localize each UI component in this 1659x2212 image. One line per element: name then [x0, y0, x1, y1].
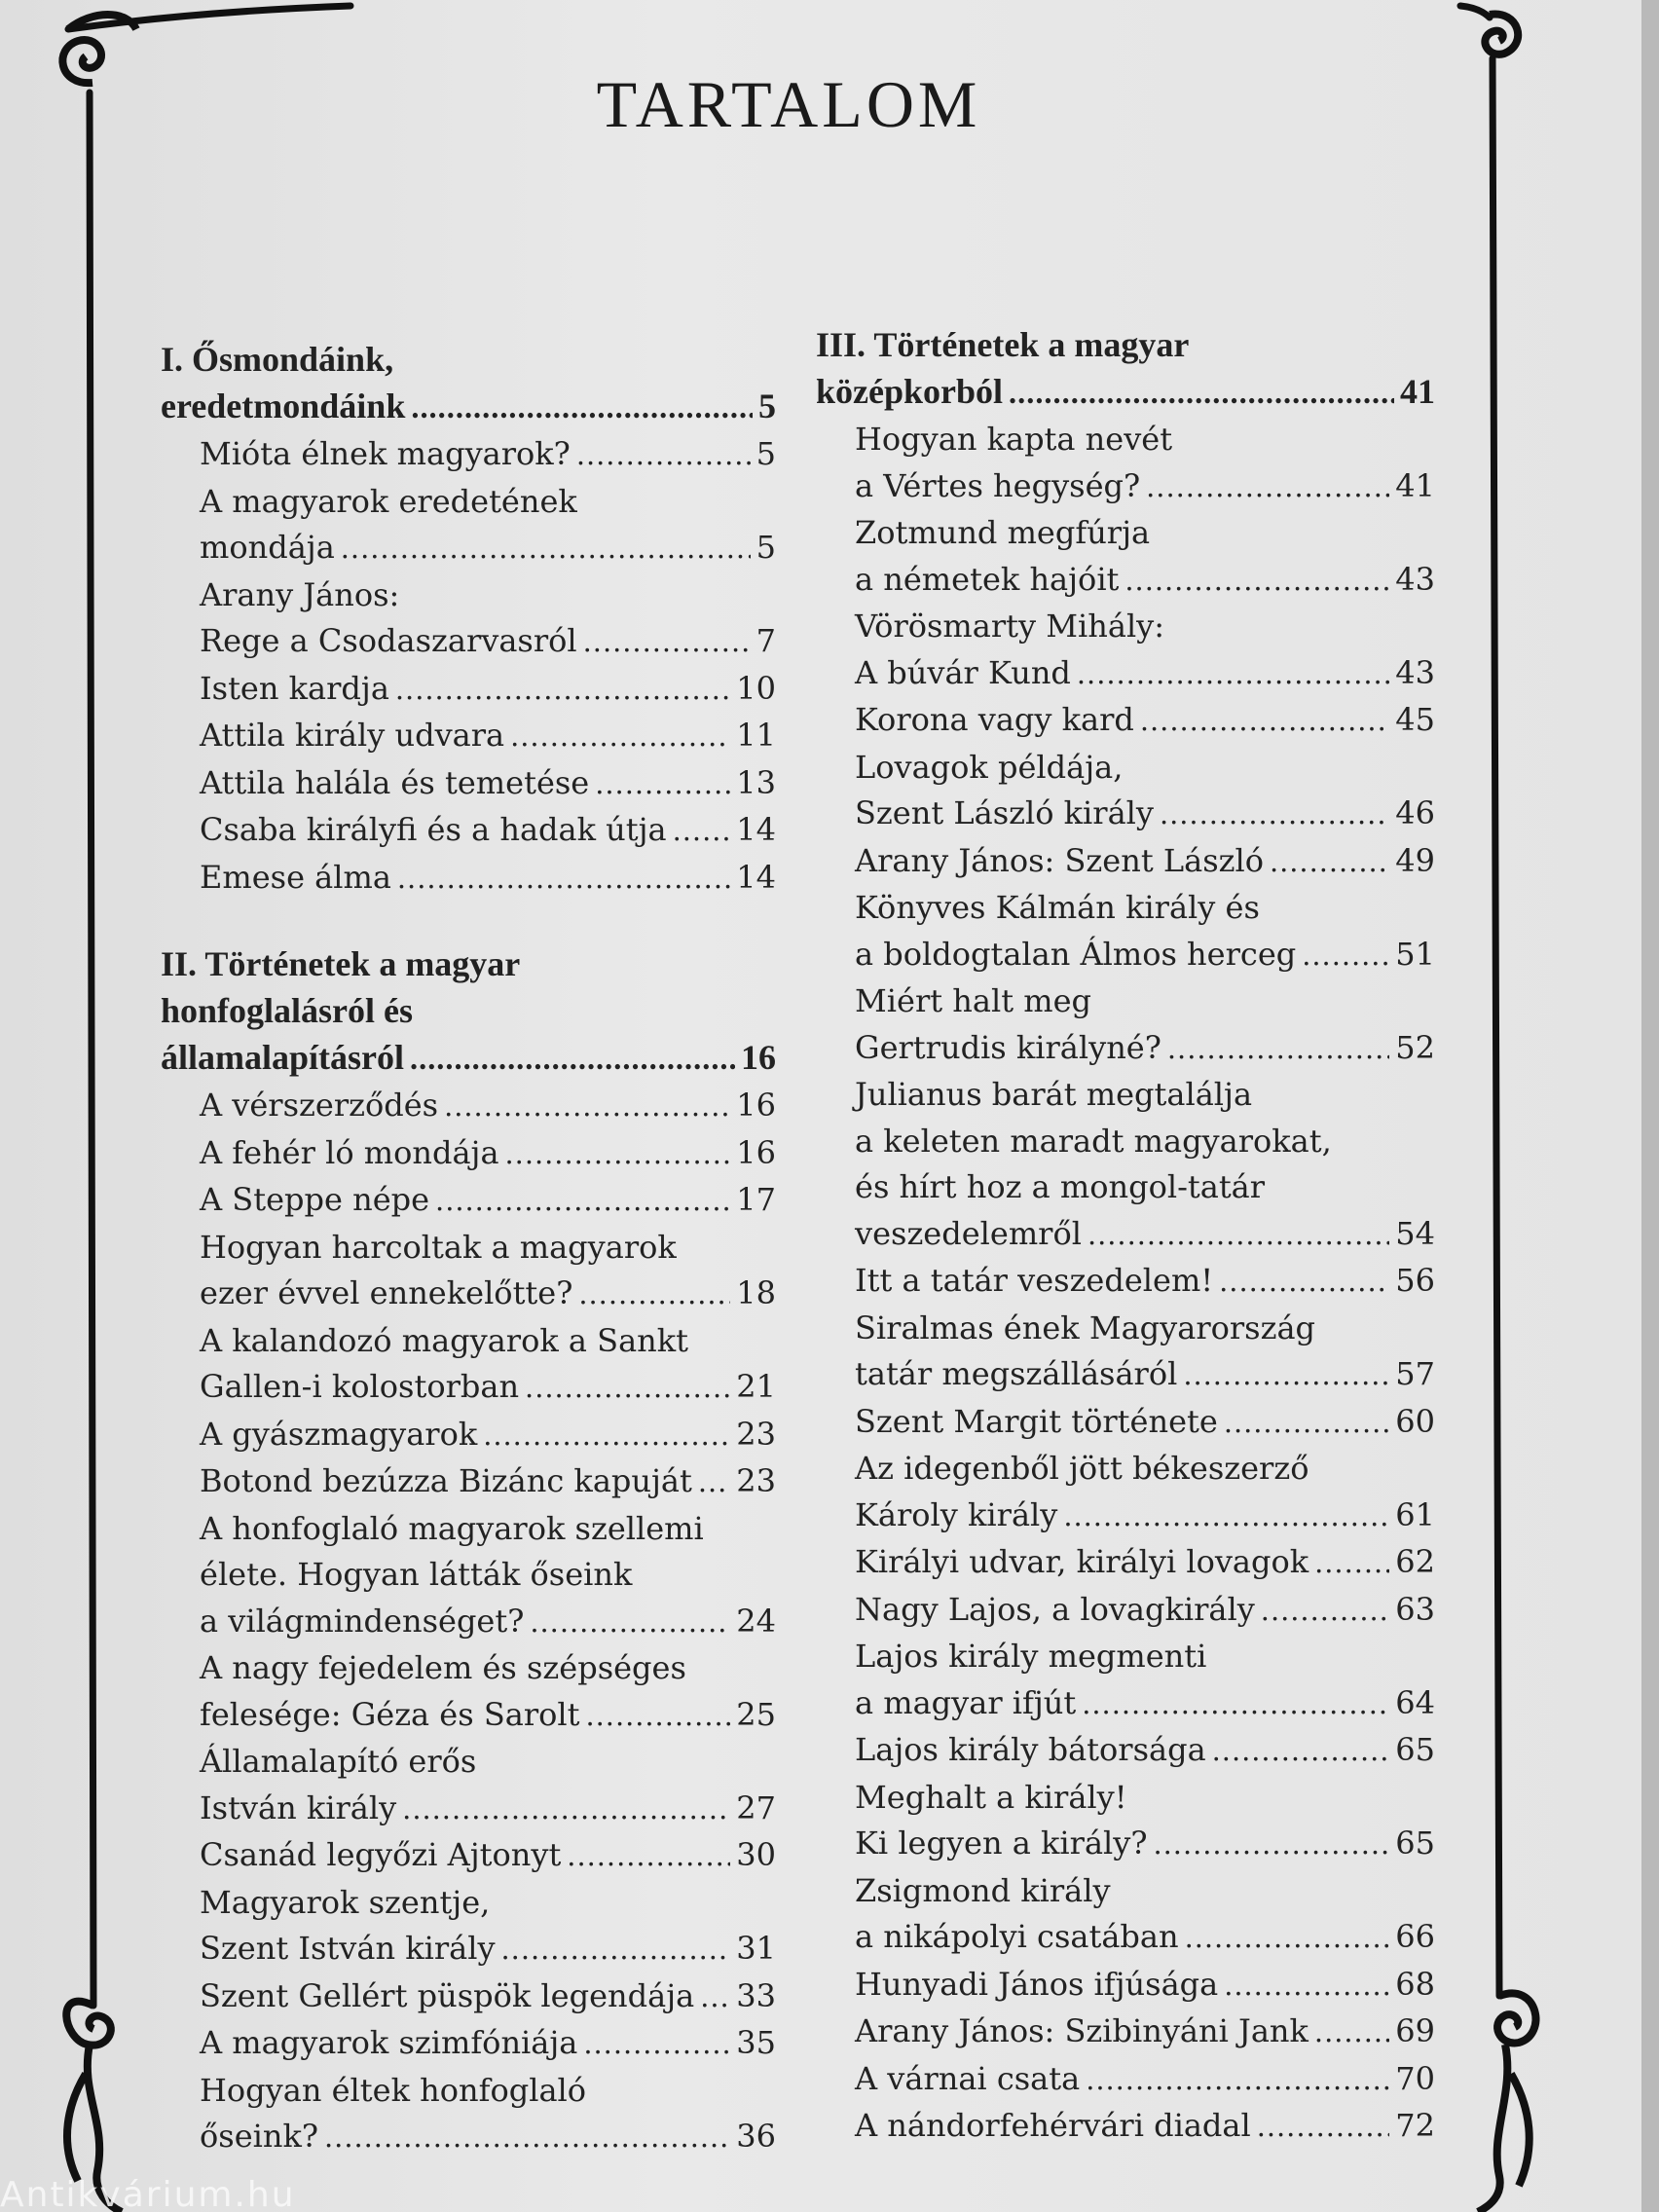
- toc-entry-title-line: Hogyan kapta nevét: [855, 421, 1173, 458]
- toc-entry-title: mondája: [200, 529, 335, 566]
- toc-entry-title: a boldogtalan Álmos herceg: [855, 935, 1297, 973]
- toc-entry-leader-row: [855, 2103, 1435, 2151]
- toc-entry-title: Csanád legyőzi Ajtonyt: [200, 1836, 562, 1873]
- toc-entry[interactable]: [816, 2103, 1435, 2151]
- toc-entry-title-line: Julianus barát megtalálja: [855, 1076, 1253, 1113]
- toc-entry-leader-row: [855, 1258, 1435, 1306]
- page-number: 27: [736, 1788, 776, 1826]
- dot-leader: [324, 2115, 730, 2161]
- toc-entry-leader-row: [200, 855, 776, 903]
- toc-entry-title-line: honfoglalásról és: [161, 991, 414, 1030]
- toc-section-heading[interactable]: [161, 336, 776, 431]
- page-number: 63: [1395, 1590, 1435, 1628]
- toc-entry-title-line: Könyves Kálmán király és: [855, 889, 1260, 926]
- page-number: 43: [1395, 560, 1435, 598]
- toc-entry-title: államalapításról: [161, 1038, 404, 1077]
- toc-entry[interactable]: [161, 807, 776, 855]
- toc-entry[interactable]: [816, 1072, 1435, 1258]
- bottom-right-scroll-icon: [1478, 1993, 1535, 2212]
- toc-entry-leader-row: [200, 525, 776, 572]
- toc-entry-leader-row: [200, 431, 776, 479]
- page-number: 5: [758, 387, 776, 425]
- page-number: 11: [736, 717, 776, 754]
- toc-entry[interactable]: [161, 572, 776, 666]
- toc-entry-title: Emese álma: [200, 858, 391, 896]
- toc-entry[interactable]: [816, 838, 1435, 886]
- toc-entry[interactable]: [161, 855, 776, 903]
- toc-entry-title-line: Hogyan harcoltak a magyarok: [200, 1228, 677, 1266]
- toc-entry[interactable]: [161, 1645, 776, 1739]
- dot-leader: [578, 1272, 730, 1318]
- dot-leader: [395, 667, 730, 714]
- watermark-text: Antikvárium.hu: [0, 2179, 296, 2212]
- toc-entry-title: Károly király: [855, 1495, 1058, 1533]
- dot-leader: [501, 1927, 731, 1973]
- toc-entry-leader-row: [855, 932, 1435, 979]
- toc-entry-title: Szent István király: [200, 1930, 496, 1967]
- toc-entry-title: Gallen-i kolostorban: [200, 1368, 520, 1405]
- toc-entry-title-line: A honfoglaló magyarok szellemi: [200, 1509, 704, 1547]
- dot-leader: [1063, 1493, 1389, 1540]
- toc-entry[interactable]: [161, 1973, 776, 2021]
- toc-entry-leader-row: [855, 1914, 1435, 1962]
- toc-entry-title: Gertrudis királyné?: [855, 1028, 1161, 1066]
- toc-entry-title-line: Miért halt meg: [855, 982, 1091, 1019]
- dot-leader: [1314, 1540, 1389, 1587]
- page-number: 72: [1395, 2107, 1435, 2144]
- dot-leader: [1314, 2009, 1389, 2056]
- toc-entry-title: a németek hajóit: [855, 560, 1120, 598]
- frame-left-line: [90, 92, 93, 2006]
- dot-leader: [1224, 1963, 1389, 2009]
- toc-entry[interactable]: [816, 1306, 1435, 1399]
- toc-entry[interactable]: [816, 510, 1435, 604]
- toc-entry-title-line: a keleten maradt magyarokat,: [855, 1122, 1332, 1160]
- toc-entry-title: Attila király udvara: [200, 717, 505, 754]
- dot-leader: [1261, 1588, 1389, 1635]
- page-number: 35: [736, 2024, 776, 2061]
- toc-entry-leader-row: [200, 618, 776, 666]
- toc-entry[interactable]: [161, 1739, 776, 1832]
- toc-entry-title: A nándorfehérvári diadal: [855, 2107, 1251, 2144]
- toc-entry[interactable]: [816, 1727, 1435, 1775]
- toc-entry[interactable]: [161, 1412, 776, 1459]
- toc-entry-leader-row: [855, 1351, 1435, 1399]
- toc-entry-leader-row: [855, 1962, 1435, 2009]
- toc-entry-leader-row: [200, 760, 776, 808]
- dot-leader: [402, 1787, 730, 1833]
- page-number: 70: [1395, 2059, 1435, 2097]
- toc-entry-title: veszedelemről: [855, 1214, 1082, 1252]
- toc-section-heading[interactable]: [161, 940, 776, 1083]
- page-number: 24: [736, 1602, 776, 1640]
- page-number: 56: [1395, 1262, 1435, 1299]
- toc-entry-title: Szent László király: [855, 794, 1154, 831]
- toc-entry-title: Botond bezúzza Bizánc kapuját: [200, 1462, 692, 1499]
- toc-entry-leader-row: [200, 1271, 776, 1318]
- page-number: 65: [1395, 1825, 1435, 1862]
- page-number: 23: [736, 1415, 776, 1453]
- toc-entry-title-line: Zotmund megfúrja: [855, 514, 1151, 551]
- toc-entry-leader-row: [855, 1211, 1435, 1259]
- dot-leader: [530, 1600, 730, 1646]
- toc-entry-title: A magyarok szimfóniája: [200, 2024, 578, 2061]
- toc-entry-leader-row: [855, 1680, 1435, 1728]
- toc-entry-leader-row: [855, 697, 1435, 745]
- dot-leader: [510, 714, 730, 760]
- toc-entry-title-line: II. Történetek a magyar: [161, 944, 521, 983]
- toc-entry[interactable]: [816, 1258, 1435, 1306]
- page-number: 41: [1395, 466, 1435, 504]
- toc-entry[interactable]: [161, 2068, 776, 2161]
- dot-leader: [1140, 698, 1389, 745]
- toc-entry-title: eredetmondáink: [161, 387, 406, 425]
- toc-entry-leader-row: [200, 1832, 776, 1880]
- dot-leader: [1009, 370, 1394, 417]
- toc-entry-title: A gyászmagyarok: [200, 1415, 478, 1453]
- toc-entry-leader-row: [200, 666, 776, 714]
- toc-entry-leader-row: [200, 1973, 776, 2021]
- toc-entry-title: A búvár Kund: [855, 653, 1071, 691]
- toc-entry-title-line: A magyarok eredetének: [200, 482, 577, 520]
- toc-entry-leader-row: [855, 791, 1435, 838]
- dot-leader: [585, 1693, 730, 1740]
- dot-leader: [1224, 1400, 1389, 1447]
- toc-entry-title: Arany János: Szent László: [855, 841, 1264, 879]
- page-number: 68: [1395, 1965, 1435, 2003]
- dot-leader: [444, 1084, 730, 1130]
- page-number: 21: [736, 1368, 776, 1405]
- toc-entry-leader-row: [816, 368, 1435, 417]
- page-number: 36: [736, 2118, 776, 2155]
- toc-entry-title-line: Meghalt a király!: [855, 1778, 1127, 1816]
- toc-entry-leader-row: [855, 463, 1435, 511]
- toc-entry-title: A vérszerződés: [200, 1087, 439, 1124]
- dot-leader: [341, 526, 751, 572]
- toc-entry[interactable]: [161, 431, 776, 479]
- page-title: TARTALOM: [596, 67, 981, 141]
- toc-entry-title: Attila halála és temetése: [200, 763, 590, 801]
- toc-entry-title-line: A nagy fejedelem és szépséges: [200, 1649, 686, 1686]
- toc-entry[interactable]: [816, 604, 1435, 697]
- dot-leader: [1302, 933, 1389, 979]
- toc-entry[interactable]: [161, 1318, 776, 1412]
- page-spine-edge: [1641, 0, 1659, 2212]
- toc-entry[interactable]: [816, 1587, 1435, 1635]
- section-gap: [161, 902, 776, 940]
- toc-entry-leader-row: [200, 1692, 776, 1740]
- toc-entry-leader-row: [200, 2020, 776, 2068]
- toc-entry[interactable]: [161, 1880, 776, 1973]
- toc-entry[interactable]: [816, 1399, 1435, 1447]
- toc-entry[interactable]: [161, 760, 776, 808]
- toc-entry-title-line: Az idegenből jött békeszerző: [855, 1450, 1309, 1487]
- toc-entry-title: A Steppe népe: [200, 1181, 430, 1218]
- toc-entry-title-line: és hírt hoz a mongol-tatár: [855, 1168, 1266, 1205]
- dot-leader: [1257, 2104, 1390, 2151]
- toc-entry[interactable]: [816, 1775, 1435, 1868]
- toc-entry-leader-row: [855, 1587, 1435, 1635]
- page-number: 5: [756, 529, 776, 566]
- toc-entry-title-line: A kalandozó magyarok a Sankt: [200, 1321, 689, 1359]
- toc-entry[interactable]: [816, 1868, 1435, 1962]
- toc-right-column: [816, 321, 1435, 2151]
- dot-leader: [1160, 792, 1389, 838]
- toc-entry-leader-row: [855, 1399, 1435, 1447]
- toc-entry[interactable]: [161, 1458, 776, 1506]
- toc-entry-title: Arany János: Szibinyáni Jank: [855, 2012, 1309, 2049]
- dot-leader: [1146, 464, 1389, 511]
- toc-entry-leader-row: [855, 557, 1435, 605]
- dot-leader: [410, 1036, 735, 1083]
- page-number: 33: [736, 1976, 776, 2014]
- dot-leader: [698, 1459, 730, 1506]
- toc-entry-leader-row: [161, 1034, 776, 1083]
- toc-entry-leader-row: [200, 1083, 776, 1130]
- toc-entry-title: Hunyadi János ifjúsága: [855, 1965, 1219, 2003]
- toc-entry-leader-row: [200, 807, 776, 855]
- toc-entry-title-line: Államalapító erős: [200, 1743, 477, 1780]
- page-number: 65: [1395, 1731, 1435, 1768]
- page-number: 14: [736, 811, 776, 848]
- page-number: 31: [736, 1930, 776, 1967]
- toc-entry[interactable]: [161, 2020, 776, 2068]
- toc-entry-title-line: Hogyan éltek honfoglaló: [200, 2071, 587, 2109]
- page-number: 7: [756, 622, 776, 659]
- page-number: 16: [736, 1133, 776, 1171]
- toc-entry[interactable]: [816, 1634, 1435, 1727]
- page-number: 66: [1395, 1918, 1435, 1955]
- toc-entry-title: Szent Margit története: [855, 1402, 1218, 1440]
- toc-entry[interactable]: [161, 1083, 776, 1130]
- page-number: 25: [736, 1695, 776, 1733]
- toc-entry-title: a világmindenséget?: [200, 1602, 525, 1640]
- dot-leader: [1082, 1681, 1389, 1728]
- dot-leader: [1270, 839, 1389, 886]
- toc-entry-leader-row: [161, 383, 776, 431]
- dot-leader: [1124, 558, 1389, 605]
- toc-entry[interactable]: [816, 697, 1435, 745]
- toc-entry-leader-row: [200, 1786, 776, 1833]
- toc-entry-leader-row: [200, 1926, 776, 1973]
- toc-entry[interactable]: [816, 885, 1435, 978]
- dot-leader: [1167, 1026, 1389, 1073]
- toc-entry-leader-row: [855, 2056, 1435, 2104]
- toc-entry-leader-row: [200, 1130, 776, 1178]
- dot-leader: [595, 761, 730, 808]
- page-number: 10: [736, 669, 776, 707]
- toc-entry-leader-row: [200, 1177, 776, 1225]
- toc-entry-title-line: III. Történetek a magyar: [816, 325, 1190, 364]
- toc-entry-leader-row: [855, 1727, 1435, 1775]
- toc-entry-leader-row: [200, 2114, 776, 2161]
- page-number: 45: [1395, 701, 1435, 738]
- toc-entry-title: középkorból: [816, 372, 1004, 411]
- page-number: 13: [736, 763, 776, 801]
- toc-left-column: [161, 336, 776, 2161]
- dot-leader: [1183, 1352, 1389, 1399]
- toc-entry-leader-row: [855, 1539, 1435, 1587]
- page-number: 17: [736, 1181, 776, 1218]
- dot-leader: [1088, 1212, 1389, 1259]
- toc-entry-title: István király: [200, 1788, 397, 1826]
- dot-leader: [1212, 1728, 1390, 1775]
- toc-entry[interactable]: [816, 2056, 1435, 2104]
- toc-entry-leader-row: [855, 650, 1435, 698]
- page-number: 61: [1395, 1495, 1435, 1533]
- toc-entry[interactable]: [161, 1225, 776, 1318]
- toc-entry-leader-row: [200, 1599, 776, 1646]
- toc-entry-leader-row: [855, 1821, 1435, 1868]
- toc-entry-title-line: Magyarok szentje,: [200, 1883, 491, 1921]
- dot-leader: [576, 432, 751, 479]
- dot-leader: [397, 856, 730, 903]
- toc-entry[interactable]: [816, 978, 1435, 1072]
- toc-entry-title-line: Vörösmarty Mihály:: [855, 608, 1165, 645]
- page-number: 14: [736, 858, 776, 896]
- toc-entry-title: tatár megszállásáról: [855, 1355, 1178, 1392]
- page-number: 52: [1395, 1028, 1435, 1066]
- toc-entry-leader-row: [200, 713, 776, 760]
- toc-entry-title: a Vértes hegység?: [855, 466, 1141, 504]
- dot-leader: [1219, 1259, 1389, 1306]
- dot-leader: [435, 1178, 730, 1225]
- dot-leader: [1185, 1915, 1390, 1962]
- dot-leader: [700, 1974, 730, 2021]
- toc-entry-title-line: I. Ősmondáink,: [161, 340, 394, 379]
- dot-leader: [1153, 1822, 1389, 1868]
- toc-entry-title-line: Siralmas ének Magyarország: [855, 1309, 1316, 1346]
- toc-entry-title-line: Zsigmond király: [855, 1871, 1111, 1909]
- page-number: 62: [1395, 1543, 1435, 1580]
- toc-entry-title-line: Arany János:: [200, 575, 400, 613]
- page-number: 43: [1395, 653, 1435, 691]
- dot-leader: [411, 385, 753, 431]
- toc-entry-leader-row: [855, 1493, 1435, 1540]
- toc-entry-title-line: élete. Hogyan látták őseink: [200, 1556, 633, 1593]
- page-number: 5: [756, 435, 776, 472]
- toc-entry-leader-row: [855, 838, 1435, 886]
- dot-leader: [1077, 651, 1389, 698]
- toc-entry[interactable]: [816, 2009, 1435, 2056]
- page-number: 18: [736, 1274, 776, 1311]
- toc-entry-title: Korona vagy kard: [855, 701, 1134, 738]
- dot-leader: [673, 808, 731, 855]
- toc-entry-title: Isten kardja: [200, 669, 389, 707]
- page-number: 64: [1395, 1683, 1435, 1721]
- dot-leader: [483, 1413, 730, 1459]
- dot-leader: [505, 1131, 731, 1178]
- toc-entry[interactable]: [816, 1539, 1435, 1587]
- page-number: 57: [1395, 1355, 1435, 1392]
- page-number: 49: [1395, 841, 1435, 879]
- toc-entry-title: a magyar ifjút: [855, 1683, 1077, 1721]
- dot-leader: [583, 2021, 730, 2068]
- toc-entry-title: Nagy Lajos, a lovagkirály: [855, 1590, 1255, 1628]
- toc-entry-leader-row: [200, 1364, 776, 1412]
- toc-entry[interactable]: [161, 479, 776, 572]
- toc-entry-title: Lajos király bátorsága: [855, 1731, 1206, 1768]
- toc-entry[interactable]: [816, 417, 1435, 510]
- toc-entry[interactable]: [816, 1962, 1435, 2009]
- dot-leader: [567, 1833, 730, 1880]
- toc-entry-leader-row: [855, 2009, 1435, 2056]
- toc-entry-leader-row: [200, 1412, 776, 1459]
- toc-entry-title: Itt a tatár veszedelem!: [855, 1262, 1214, 1299]
- page-number: 46: [1395, 794, 1435, 831]
- toc-entry[interactable]: [161, 1130, 776, 1178]
- toc-entry[interactable]: [161, 1177, 776, 1225]
- toc-entry-title: A várnai csata: [855, 2059, 1081, 2097]
- toc-entry[interactable]: [161, 666, 776, 714]
- dot-leader: [525, 1365, 730, 1412]
- toc-entry-title: ezer évvel ennekelőtte?: [200, 1274, 573, 1311]
- toc-entry-title: Csaba királyfi és a hadak útja: [200, 811, 667, 848]
- toc-entry-title: A fehér ló mondája: [200, 1133, 499, 1171]
- toc-entry-leader-row: [200, 1458, 776, 1506]
- toc-entry-leader-row: [855, 1025, 1435, 1073]
- toc-entry[interactable]: [161, 1832, 776, 1880]
- toc-section-heading[interactable]: [816, 321, 1435, 417]
- toc-entry[interactable]: [161, 713, 776, 760]
- toc-entry-title: őseink?: [200, 2118, 319, 2155]
- toc-entry-title: Királyi udvar, királyi lovagok: [855, 1543, 1309, 1580]
- page-number: 51: [1395, 935, 1435, 973]
- frame-right-line: [1493, 58, 1499, 1996]
- page-number: 41: [1400, 372, 1435, 411]
- page-number: 16: [741, 1038, 776, 1077]
- toc-entry-title-line: Lajos király megmenti: [855, 1638, 1207, 1675]
- page-number: 69: [1395, 2012, 1435, 2049]
- page-number: 60: [1395, 1402, 1435, 1440]
- toc-entry-title: Ki legyen a király?: [855, 1825, 1148, 1862]
- toc-entry-title-line: Lovagok példája,: [855, 748, 1124, 786]
- toc-entry[interactable]: [816, 745, 1435, 838]
- page-number: 30: [736, 1836, 776, 1873]
- frame-top-bar-right: [1460, 6, 1490, 18]
- toc-entry-title: Szent Gellért püspök legendája: [200, 1976, 695, 2014]
- toc-entry-title: Mióta élnek magyarok?: [200, 435, 571, 472]
- toc-entry-title: a nikápolyi csatában: [855, 1918, 1179, 1955]
- page-number: 23: [736, 1462, 776, 1499]
- toc-entry-title: felesége: Géza és Sarolt: [200, 1695, 580, 1733]
- dot-leader: [1086, 2057, 1389, 2104]
- dot-leader: [583, 619, 751, 666]
- toc-entry-title: Rege a Csodaszarvasról: [200, 622, 577, 659]
- page-number: 54: [1395, 1214, 1435, 1252]
- toc-entry[interactable]: [816, 1446, 1435, 1539]
- page-number: 16: [736, 1087, 776, 1124]
- toc-entry[interactable]: [161, 1506, 776, 1646]
